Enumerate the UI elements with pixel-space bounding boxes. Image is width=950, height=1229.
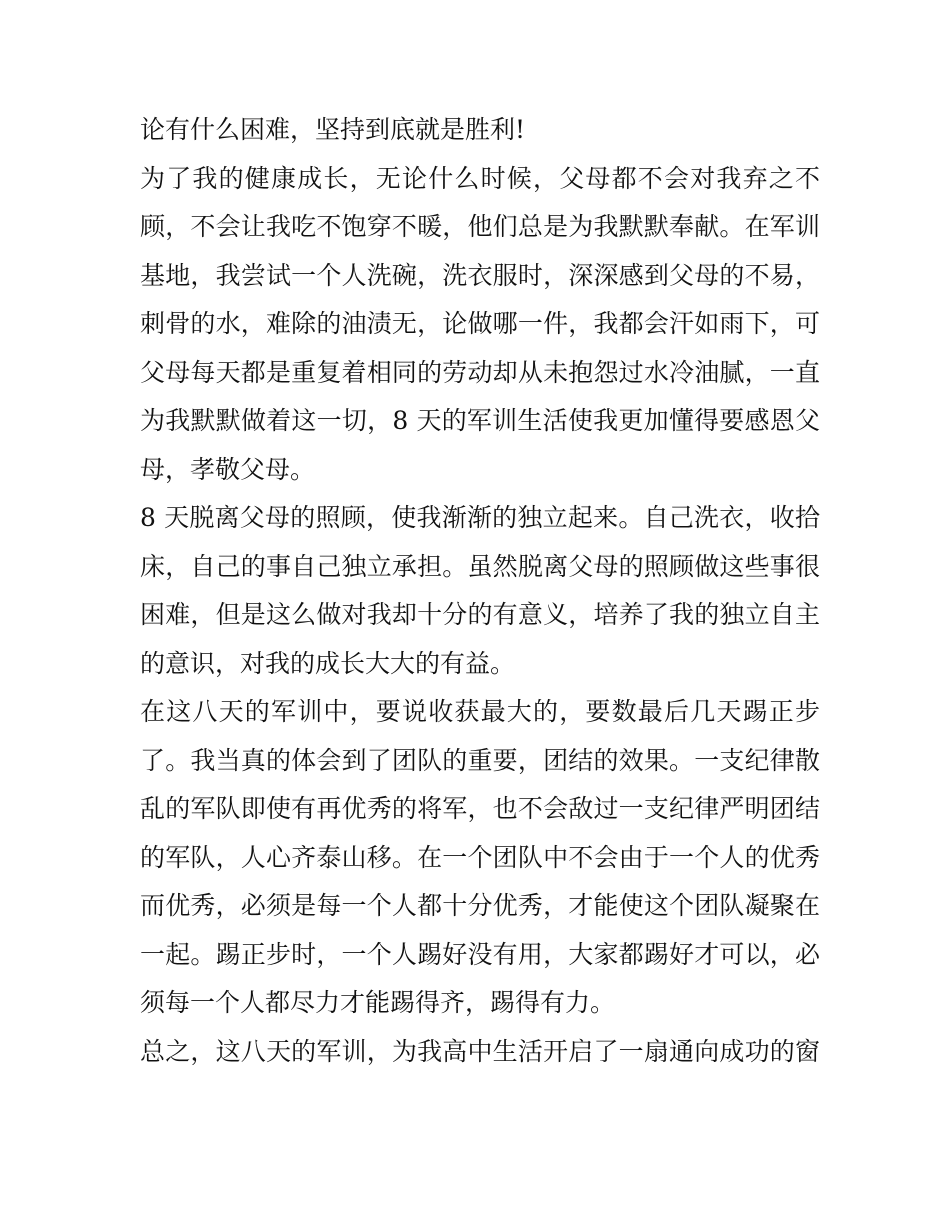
text-line-8: 母，孝敬父母。	[140, 454, 316, 484]
text-line-10: 床，自己的事自己独立承担。虽然脱离父母的照顾做这些事很	[140, 551, 820, 581]
text-line-2: 为了我的健康成长，无论什么时候，父母都不会对我弃之不	[140, 163, 820, 193]
text-line-17: 而优秀，必须是每一个人都十分优秀，才能使这个团队凝聚在	[140, 891, 820, 920]
text-line-20: 总之，这八天的军训，为我高中生活开启了一扇通向成功的窗	[140, 1036, 820, 1066]
text-line-12: 的意识，对我的成长大大的有益。	[140, 648, 516, 678]
text-line-9: 8 天脱离父母的照顾，使我渐渐的独立起来。自己洗衣，收拾	[140, 503, 820, 532]
text-line-16: 的军队，人心齐泰山移。在一个团队中不会由于一个人的优秀	[140, 842, 820, 872]
body-text	[140, 106, 820, 1076]
text-line-15: 乱的军队即使有再优秀的将军，也不会敌过一支纪律严明团结	[140, 794, 820, 823]
text-line-19: 须每一个人都尽力才能踢得齐，踢得有力。	[140, 988, 616, 1017]
text-line-13: 在这八天的军训中，要说收获最大的，要数最后几天踢正步	[140, 697, 820, 726]
text-line-3: 顾，不会让我吃不饱穿不暖，他们总是为我默默奉献。在军训	[140, 212, 820, 241]
text-line-5: 刺骨的水，难除的油渍无，论做哪一件，我都会汗如雨下，可	[140, 309, 820, 338]
text-line-18: 一起。踢正步时，一个人踢好没有用，大家都踢好才可以，必	[140, 939, 820, 969]
text-line-14: 了。我当真的体会到了团队的重要，团结的效果。一支纪律散	[140, 745, 820, 775]
text-line-7: 为我默默做着这一切，8 天的军训生活使我更加懂得要感恩父	[140, 406, 820, 435]
text-line-6: 父母每天都是重复着相同的劳动却从未抱怨过水冷油腻，一直	[140, 357, 820, 387]
text-line-1: 论有什么困难，坚持到底就是胜利!	[140, 115, 526, 144]
text-line-4: 基地，我尝试一个人洗碗，洗衣服时，深深感到父母的不易，	[140, 260, 820, 290]
text-line-11: 困难，但是这么做对我却十分的有意义，培养了我的独立自主	[140, 600, 820, 629]
